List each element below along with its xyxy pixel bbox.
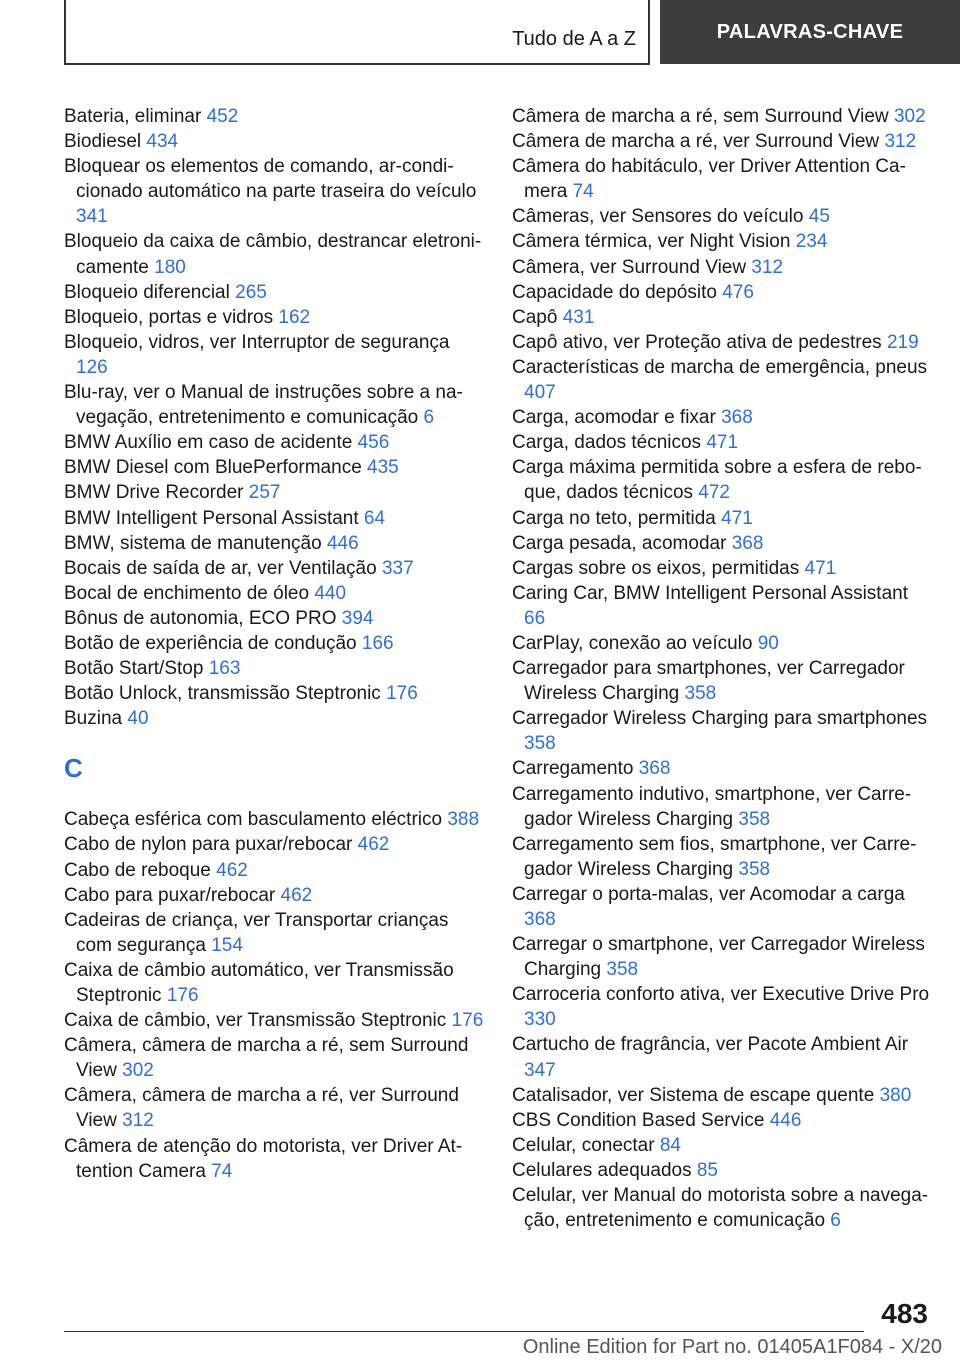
index-column-left	[64, 104, 484, 1184]
index-entry	[64, 330, 484, 380]
index-entry-text: Biodiesel	[64, 131, 142, 153]
index-entry	[64, 154, 484, 229]
page-reference-link[interactable]: 6	[830, 1210, 841, 1232]
page-reference-link[interactable]: 462	[216, 859, 248, 881]
page-reference-link[interactable]: 358	[606, 959, 639, 981]
index-entry-text: Capô	[512, 306, 558, 328]
index-entry	[64, 280, 484, 305]
index-entry	[512, 982, 932, 1032]
index-entry-text: Buzina	[64, 708, 123, 730]
index-list-c-continued	[512, 104, 932, 1233]
index-entry-text: Características de marcha de emergência, pneus	[512, 356, 928, 378]
page-reference-link[interactable]: 302	[893, 106, 926, 127]
index-entry-text: Caixa de câmbio automático, ver Transmissão Steptronic	[64, 959, 454, 1006]
page-reference-link[interactable]: 434	[146, 131, 179, 153]
index-entry-text: Câmeras, ver Sensores do veículo	[512, 206, 804, 228]
page-reference-link[interactable]: 330	[524, 1009, 556, 1031]
page-reference-link[interactable]: 265	[235, 281, 267, 303]
page-reference-link[interactable]: 431	[562, 306, 595, 328]
index-entry-text: CBS Condition Based Service	[512, 1109, 765, 1131]
header-left-rule	[64, 0, 66, 64]
index-entry	[64, 656, 484, 681]
index-entry	[64, 958, 484, 1008]
index-entry	[512, 932, 932, 982]
index-entry-text: Carga no teto, permitida	[512, 507, 716, 529]
index-entry-text: BMW Intelligent Personal Assistant	[64, 507, 359, 529]
page-reference-link[interactable]: 462	[357, 834, 390, 856]
index-entry-text: Bocais de saída de ar, ver Ventilação	[64, 557, 377, 579]
index-entry	[512, 1108, 932, 1133]
index-entry	[512, 1183, 932, 1233]
index-entry-text: Câmera térmica, ver Night Vision	[512, 231, 791, 253]
footer-rule	[64, 1331, 864, 1332]
index-entry-text: Catalisador, ver Sistema de escape quente	[512, 1084, 875, 1106]
index-entry	[64, 305, 484, 330]
page-reference-link[interactable]: 407	[524, 382, 556, 404]
index-entry-text: Carga máxima permitida sobre a esfera de reboque, dados técnicos	[512, 457, 922, 504]
page-reference-link[interactable]: 312	[751, 256, 784, 278]
index-entry-text: Câmera, ver Surround View	[512, 256, 747, 278]
index-column-right	[512, 104, 932, 1233]
index-entry	[64, 506, 484, 531]
index-entry	[512, 255, 932, 280]
index-entry-text: Cargas sobre os eixos, permitidas	[512, 557, 800, 579]
page-reference-link[interactable]: 154	[211, 934, 243, 956]
page-reference-link[interactable]: 302	[122, 1060, 154, 1082]
index-entry-text: Cartucho de fragrância, ver Pacote Ambient Air	[512, 1034, 909, 1056]
index-entry-text: Bloqueio, portas e vidros	[64, 306, 274, 328]
index-entry-text: Celulares adequados	[512, 1159, 692, 1181]
page-reference-link[interactable]: 312	[884, 131, 917, 153]
index-entry	[64, 531, 484, 556]
page-reference-link[interactable]: 394	[341, 607, 374, 629]
index-entry-text: Bônus de autonomia, ECO PRO	[64, 607, 337, 629]
index-entry	[64, 229, 484, 279]
index-entry	[512, 154, 932, 204]
index-entry-text: Blu-ray, ver o Manual de instruções sobre a navegação, entretenimento e comunicação	[64, 382, 463, 429]
index-entry	[512, 756, 932, 781]
index-entry	[512, 430, 932, 455]
index-entry	[64, 430, 484, 455]
index-entry	[512, 355, 932, 405]
page-reference-link[interactable]: 176	[386, 683, 418, 705]
index-entry	[64, 480, 484, 505]
index-entry-text: BMW Auxílio em caso de acidente	[64, 432, 353, 454]
index-entry	[512, 1083, 932, 1108]
page-reference-link[interactable]: 380	[879, 1084, 912, 1106]
page-reference-link[interactable]: 6	[423, 407, 435, 429]
page-reference-link[interactable]: 163	[208, 658, 241, 680]
index-entry-text: Botão Unlock, transmissão Steptronic	[64, 683, 381, 705]
page-reference-link[interactable]: 180	[154, 256, 186, 278]
page-reference-link[interactable]: 446	[769, 1109, 802, 1131]
page-reference-link[interactable]: 471	[804, 557, 837, 579]
page-reference-link[interactable]: 341	[76, 206, 108, 228]
index-entry	[512, 631, 932, 656]
page-reference-link[interactable]: 452	[206, 106, 239, 127]
page-reference-link[interactable]: 312	[122, 1110, 154, 1132]
index-entry-text: Câmera de atenção do motorista, ver Driver Attention Camera	[64, 1135, 463, 1182]
header-right-rule	[648, 0, 650, 64]
index-entry	[64, 455, 484, 480]
index-entry	[64, 832, 484, 857]
page-reference-link[interactable]: 85	[696, 1159, 718, 1181]
index-entry	[64, 1083, 484, 1133]
index-entry	[512, 531, 932, 556]
page-reference-link[interactable]: 176	[451, 1010, 484, 1032]
index-entry-text: BMW, sistema de manutenção	[64, 532, 322, 554]
page-reference-link[interactable]: 126	[76, 356, 108, 378]
page-reference-link[interactable]: 368	[638, 758, 671, 780]
index-entry-text: Carregar o smartphone, ver Carregador Wireless Charging	[512, 934, 925, 981]
page-reference-link[interactable]: 337	[381, 557, 414, 579]
page-reference-link[interactable]: 456	[357, 432, 390, 454]
index-entry-text: Bloqueio diferencial	[64, 281, 230, 303]
page-reference-link[interactable]: 45	[808, 206, 830, 228]
page-reference-link[interactable]: 358	[684, 683, 717, 705]
index-entry	[64, 706, 484, 731]
header-tab-keywords[interactable]: PALAVRAS-CHAVE	[660, 0, 960, 64]
index-entry-text: Carga pesada, acomodar	[512, 532, 727, 554]
page-reference-link[interactable]: 358	[524, 733, 556, 755]
index-entry-text: Bateria, eliminar	[64, 106, 202, 127]
index-entry-text: BMW Diesel com BluePerformance	[64, 457, 362, 479]
index-entry-text: Câmera de marcha a ré, ver Surround View	[512, 131, 880, 153]
index-entry	[512, 129, 932, 154]
index-entry-text: Bloqueio da caixa de câmbio, destrancar eletronicamente	[64, 231, 482, 278]
index-entry	[64, 556, 484, 581]
index-entry-text: Câmera, câmera de marcha a ré, sem Surround View	[64, 1035, 469, 1082]
index-entry-text: Bloquear os elementos de comando, ar-condicionado automático na parte traseira do veículo	[64, 156, 477, 203]
index-entry	[512, 556, 932, 581]
page-reference-link[interactable]: 347	[524, 1059, 556, 1081]
index-entry	[64, 1134, 484, 1184]
index-entry	[512, 1032, 932, 1082]
index-entry	[512, 229, 932, 254]
page-reference-link[interactable]: 219	[886, 331, 919, 353]
index-entry	[512, 832, 932, 882]
page-reference-link[interactable]: 446	[326, 532, 359, 554]
page-reference-link[interactable]: 84	[659, 1134, 681, 1156]
page-reference-link[interactable]: 64	[363, 507, 386, 529]
page-reference-link[interactable]: 471	[706, 432, 739, 454]
index-entry	[64, 129, 484, 154]
index-entry	[512, 330, 932, 355]
index-entry-text: Carroceria conforto ativa, ver Executive Drive Pro	[512, 984, 930, 1006]
page-reference-link[interactable]: 358	[738, 808, 771, 830]
page-reference-link[interactable]: 462	[280, 884, 313, 906]
index-entry	[512, 305, 932, 330]
index-entry-text: CarPlay, conexão ao veículo	[512, 632, 753, 654]
index-entry	[64, 631, 484, 656]
index-entry-text: Carregador para smartphones, ver Carregador Wireless Charging	[512, 658, 905, 705]
page-reference-link[interactable]: 368	[731, 532, 764, 554]
index-entry-text: Carga, dados técnicos	[512, 432, 702, 454]
index-entry-text: Celular, conectar	[512, 1134, 655, 1156]
index-entry-text: Câmera do habitáculo, ver Driver Attention Camera	[512, 156, 906, 203]
index-entry-text: Capô ativo, ver Proteção ativa de pedestres	[512, 331, 882, 353]
index-entry	[64, 1008, 484, 1033]
index-list-c	[64, 807, 484, 1183]
index-entry	[512, 405, 932, 430]
index-entry	[512, 782, 932, 832]
index-entry	[512, 656, 932, 706]
index-entry	[64, 581, 484, 606]
footer-edition: Online Edition for Part no. 01405A1F084 - X/20	[522, 1336, 942, 1358]
index-entry-text: Cabo de reboque	[64, 859, 211, 881]
page-reference-link[interactable]: 234	[795, 231, 828, 253]
page-number: 483	[881, 1298, 928, 1329]
index-entry	[64, 681, 484, 706]
index-entry-text: BMW Drive Recorder	[64, 482, 244, 504]
page-reference-link[interactable]: 368	[524, 909, 556, 930]
index-entry	[512, 104, 932, 129]
page-reference-link[interactable]: 257	[248, 482, 281, 504]
page-reference-link[interactable]: 162	[278, 306, 311, 328]
index-entry	[64, 908, 484, 958]
index-entry-text: Carregar o porta-malas, ver Acomodar a carga	[512, 883, 905, 905]
index-entry-text: Cabeça esférica com basculamento eléctrico	[64, 809, 443, 831]
index-entry	[64, 380, 484, 430]
index-entry-text: Celular, ver Manual do motorista sobre a navegação, entretenimento e comunicação	[512, 1185, 929, 1232]
index-entry	[64, 1033, 484, 1083]
page-reference-link[interactable]: 440	[314, 582, 347, 604]
index-entry-text: Bocal de enchimento de óleo	[64, 582, 310, 604]
index-entry-text: Cabo de nylon para puxar/rebocar	[64, 834, 353, 856]
header-section-title: Tudo de A a Z	[512, 28, 636, 50]
index-entry-text: Carga, acomodar e fixar	[512, 407, 716, 429]
index-entry-text: Capacidade do depósito	[512, 281, 717, 303]
index-entry-text: Cadeiras de criança, ver Transportar crianças com segurança	[64, 909, 449, 956]
page-reference-link[interactable]: 358	[738, 858, 771, 880]
index-entry	[512, 506, 932, 531]
page-reference-link[interactable]: 435	[367, 457, 399, 479]
index-entry-text: Caring Car, BMW Intelligent Personal Assistant	[512, 582, 909, 604]
index-entry	[64, 858, 484, 883]
index-entry	[512, 1158, 932, 1183]
index-entry-text: Botão de experiência de condução	[64, 632, 357, 654]
page-reference-link[interactable]: 388	[447, 809, 480, 831]
page-reference-link[interactable]: 166	[361, 632, 394, 654]
index-entry-text: Bloqueio, vidros, ver Interruptor de segurança	[64, 331, 450, 353]
header-bottom-rule	[64, 63, 650, 65]
index-entry	[64, 104, 484, 129]
index-entry	[512, 280, 932, 305]
page-reference-link[interactable]: 40	[127, 708, 149, 730]
index-entry	[512, 204, 932, 229]
index-entry-text: Câmera, câmera de marcha a ré, ver Surround View	[64, 1085, 459, 1132]
index-entry	[512, 706, 932, 756]
page-reference-link[interactable]: 74	[211, 1160, 233, 1182]
page-reference-link[interactable]: 471	[721, 507, 753, 529]
index-entry-text: Carregamento sem fios, smartphone, ver Carregador Wireless Charging	[512, 833, 917, 880]
index-entry-text: Botão Start/Stop	[64, 658, 204, 680]
index-entry	[512, 581, 932, 631]
index-entry	[512, 455, 932, 505]
index-entry-text: Carregamento indutivo, smartphone, ver Carregador Wireless Charging	[512, 783, 912, 830]
page-reference-link[interactable]: 368	[721, 407, 753, 429]
page-reference-link[interactable]: 472	[698, 482, 730, 504]
index-entry-text: Caixa de câmbio, ver Transmissão Steptronic	[64, 1010, 447, 1032]
index-entry	[64, 807, 484, 832]
index-entry	[512, 1133, 932, 1158]
page-reference-link[interactable]: 176	[166, 985, 199, 1006]
index-entry-text: Câmera de marcha a ré, sem Surround View	[512, 106, 889, 127]
page-reference-link[interactable]: 90	[757, 632, 779, 654]
index-list-b	[64, 104, 484, 731]
index-entry-text: Carregamento	[512, 758, 634, 780]
page-reference-link[interactable]: 476	[722, 281, 754, 303]
index-entry	[64, 606, 484, 631]
page-reference-link[interactable]: 74	[572, 181, 594, 203]
page-reference-link[interactable]: 66	[524, 607, 546, 629]
index-entry	[64, 883, 484, 908]
index-entry-text: Cabo para puxar/rebocar	[64, 884, 276, 906]
section-letter-c: C	[64, 753, 83, 784]
index-entry	[512, 882, 932, 932]
index-entry-text: Carregador Wireless Charging para smartphones	[512, 708, 928, 730]
